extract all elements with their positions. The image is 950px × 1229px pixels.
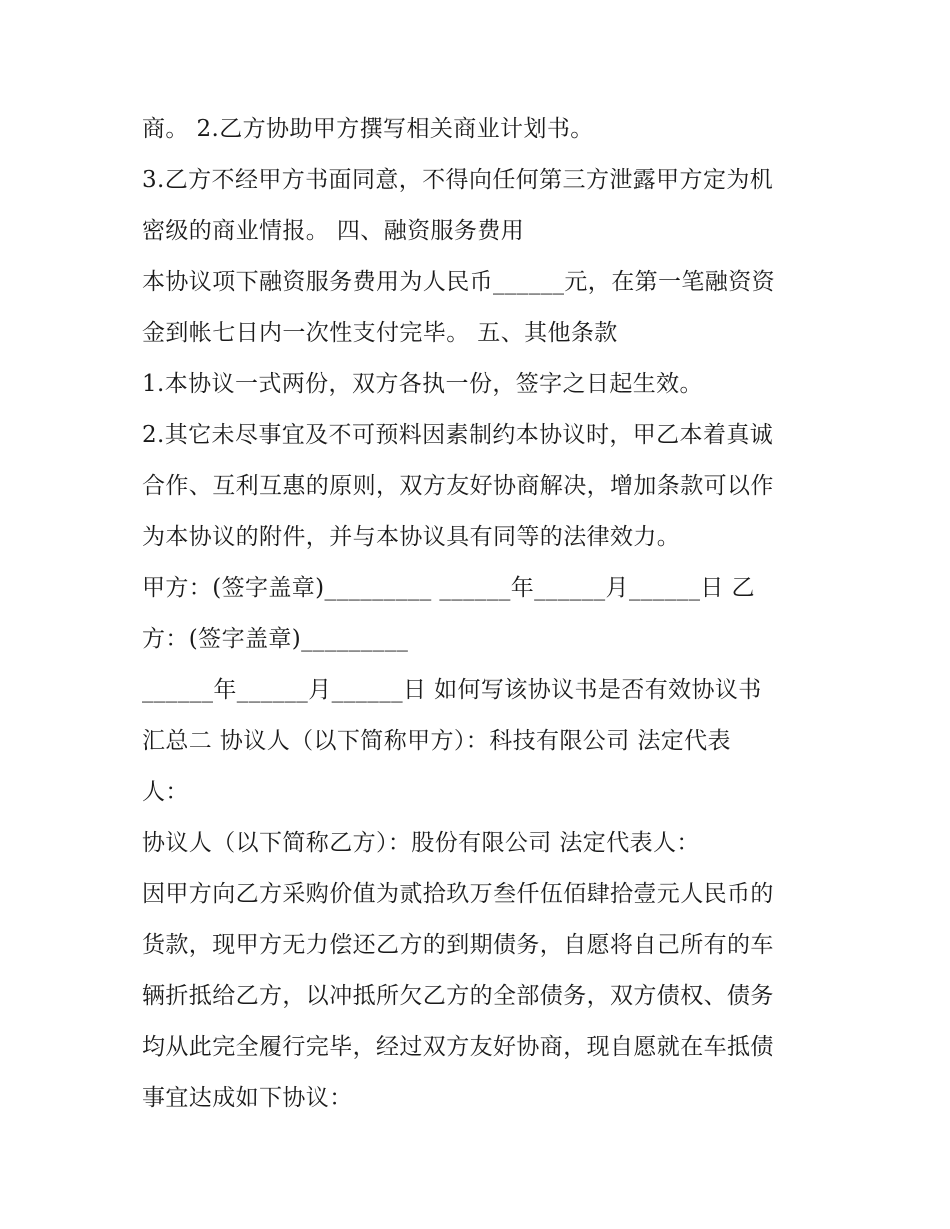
text-line: 辆折抵给乙方，以冲抵所欠乙方的全部债务，双方债权、债务 — [142, 983, 774, 1009]
signature-line-party-b: 方：(签字盖章)_________ — [142, 626, 409, 652]
text-line: 合作、互利互惠的原则，双方友好协商解决，增加条款可以作 — [142, 473, 774, 499]
text-line: 协议人（以下简称乙方）：股份有限公司 法定代表人： — [142, 830, 700, 856]
signature-line-party-a: 甲方：(签字盖章)_________ ______年______月______日 乙 — [142, 575, 755, 601]
date-line: ______年______月______日 如何写该协议书是否有效协议书 — [142, 677, 762, 703]
text-line: 密级的商业情报。 四、融资服务费用 — [142, 218, 525, 244]
text-line: 汇总二 协议人（以下简称甲方）：科技有限公司 法定代表 — [142, 728, 731, 754]
text-line: 货款，现甲方无力偿还乙方的到期债务，自愿将自己所有的车 — [142, 932, 774, 958]
text-line: 金到帐七日内一次性支付完毕。 五、其他条款 — [142, 320, 618, 346]
text-line: 3.乙方不经甲方书面同意，不得向任何第三方泄露甲方定为机 — [142, 167, 774, 193]
text-line: 人： — [142, 779, 189, 805]
text-line: 为本协议的附件，并与本协议具有同等的法律效力。 — [142, 524, 681, 550]
text-line: 1.本协议一式两份，双方各执一份，签字之日起生效。 — [142, 371, 703, 397]
text-line: 因甲方向乙方采购价值为贰拾玖万叁仟伍佰肆拾壹元人民币的 — [142, 881, 774, 907]
text-line: 商。 2.乙方协助甲方撰写相关商业计划书。 — [142, 116, 594, 142]
text-line: 本协议项下融资服务费用为人民币______元，在第一笔融资资 — [142, 269, 775, 295]
document-body — [142, 104, 822, 1124]
text-line: 均从此完全履行完毕，经过双方友好协商，现自愿就在车抵债 — [142, 1034, 774, 1060]
text-line: 事宜达成如下协议： — [142, 1085, 353, 1111]
text-line: 2.其它未尽事宜及不可预料因素制约本协议时，甲乙本着真诚 — [142, 422, 774, 448]
